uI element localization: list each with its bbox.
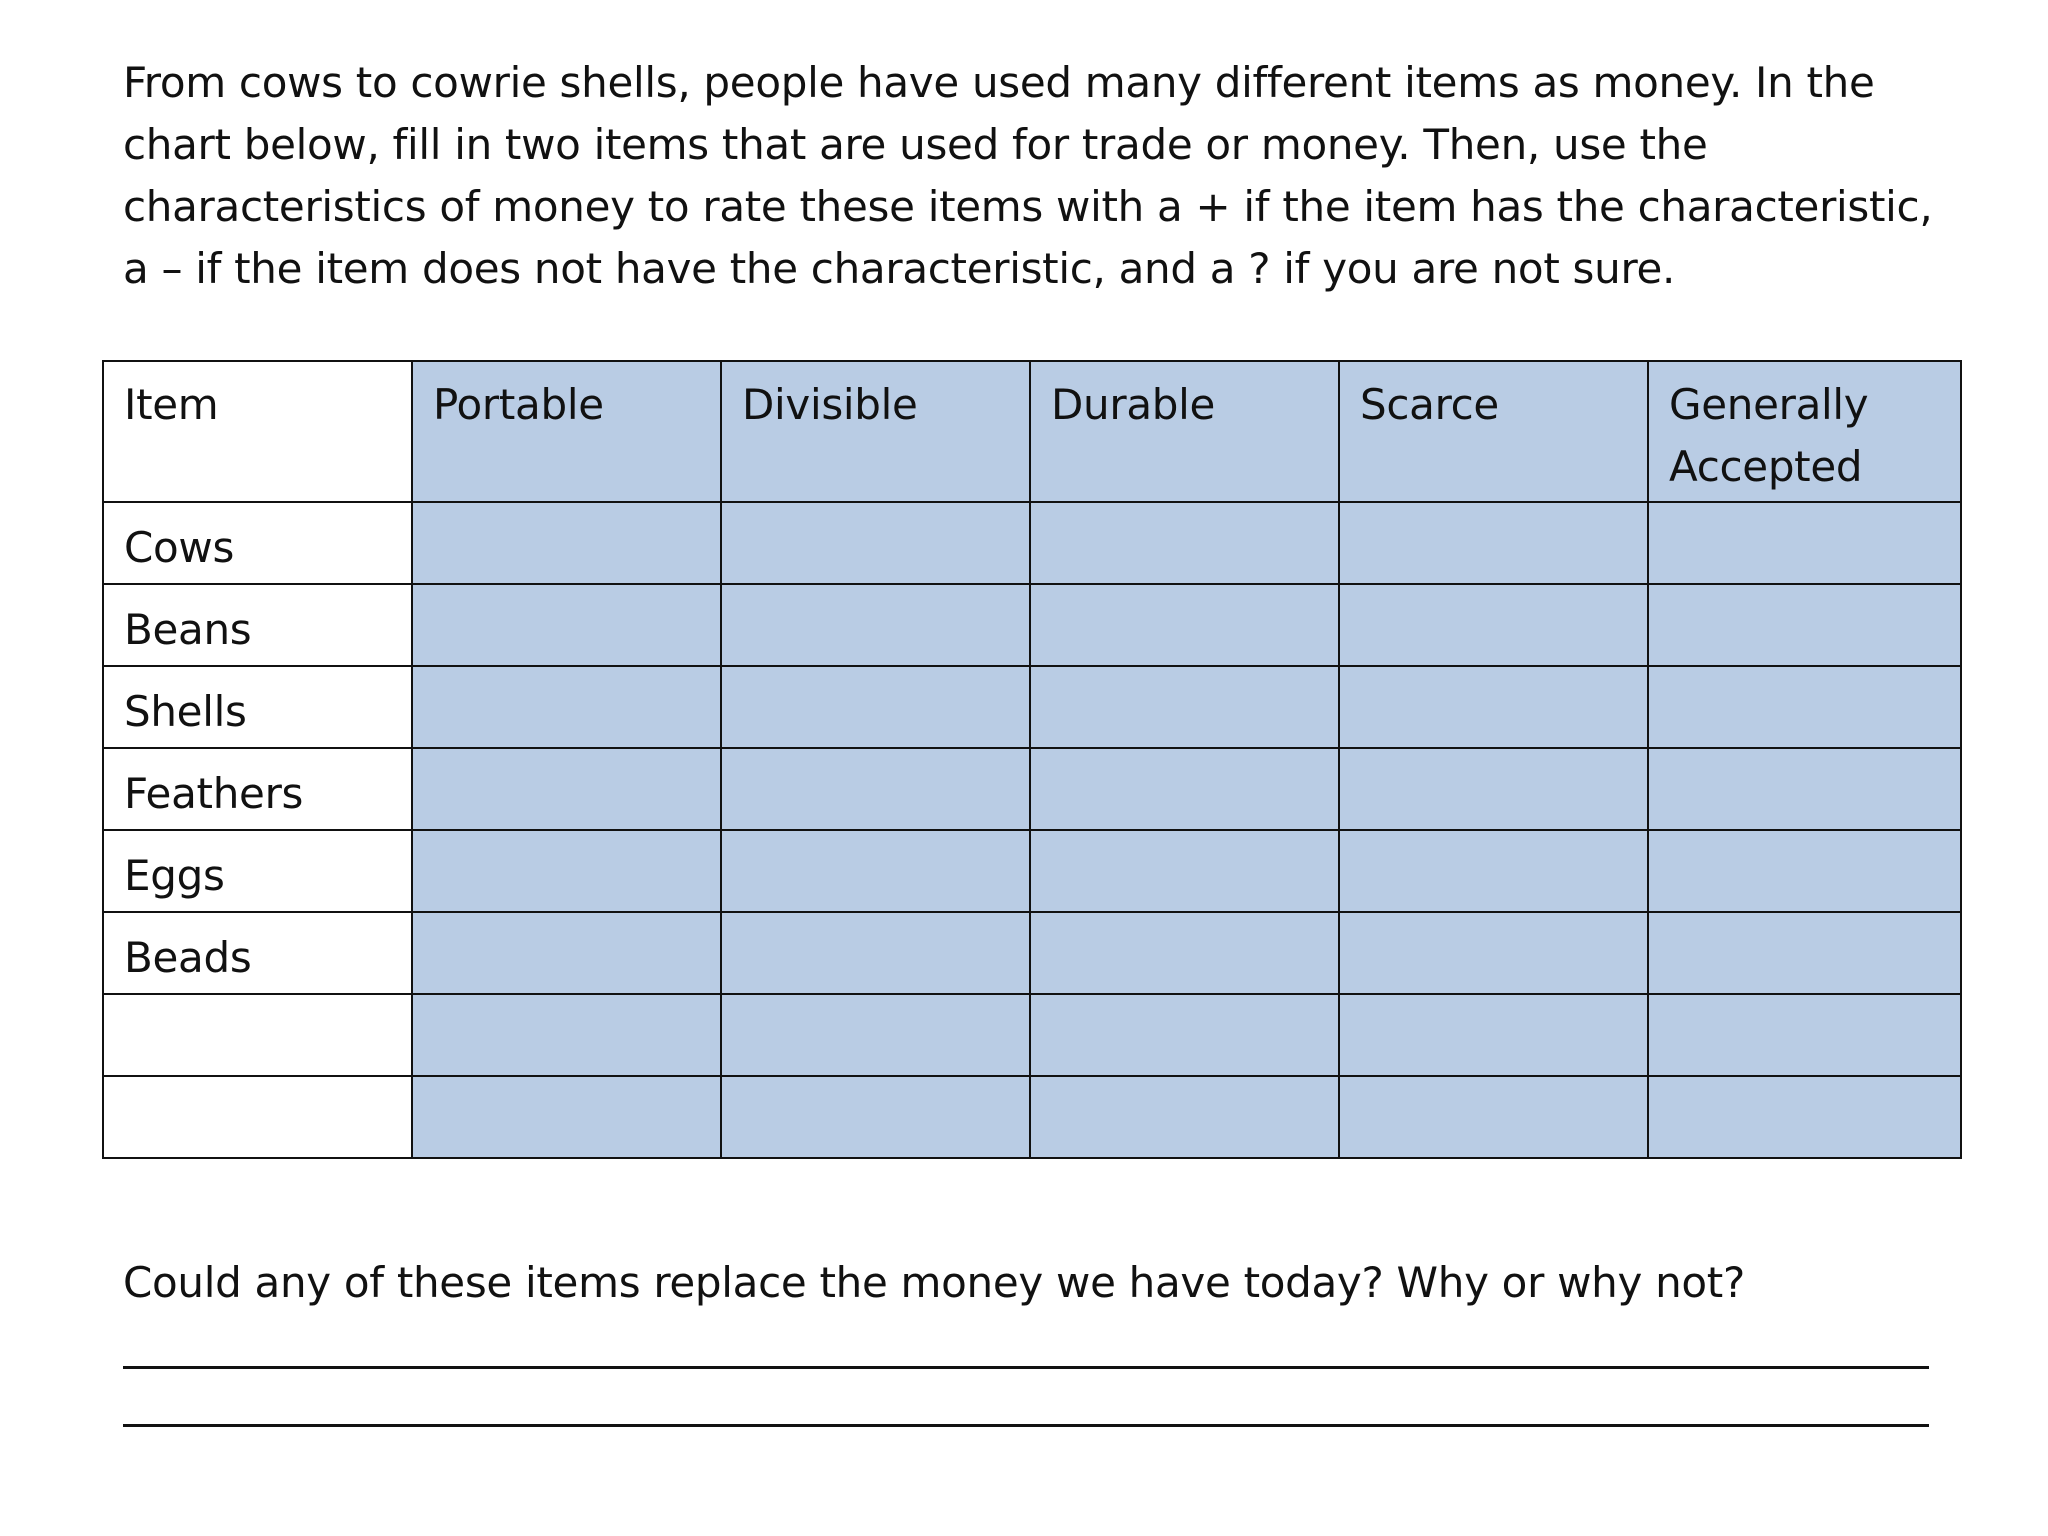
answer-line-2[interactable] <box>123 1424 1929 1427</box>
table-row <box>103 502 1961 584</box>
rating-cell-generally-accepted[interactable] <box>1648 1076 1961 1158</box>
table-row <box>103 830 1961 912</box>
rating-cell-generally-accepted[interactable] <box>1648 830 1961 912</box>
rating-cell-scarce[interactable] <box>1339 830 1648 912</box>
rating-cell-durable[interactable] <box>1030 502 1339 584</box>
rating-cell-generally-accepted[interactable] <box>1648 912 1961 994</box>
header-item: Item <box>103 361 412 502</box>
money-characteristics-table <box>102 360 1962 1159</box>
rating-cell-divisible[interactable] <box>721 912 1030 994</box>
item-blank-cell[interactable] <box>103 1076 412 1158</box>
rating-cell-durable[interactable] <box>1030 830 1339 912</box>
rating-cell-durable[interactable] <box>1030 748 1339 830</box>
item-cell: Shells <box>103 666 412 748</box>
rating-cell-divisible[interactable] <box>721 1076 1030 1158</box>
table-row <box>103 912 1961 994</box>
rating-cell-portable[interactable] <box>412 584 721 666</box>
reflection-question: Could any of these items replace the money we have today? Why or why not? <box>123 1258 1745 1307</box>
rating-cell-scarce[interactable] <box>1339 748 1648 830</box>
rating-cell-divisible[interactable] <box>721 830 1030 912</box>
rating-cell-divisible[interactable] <box>721 666 1030 748</box>
rating-cell-durable[interactable] <box>1030 666 1339 748</box>
rating-cell-scarce[interactable] <box>1339 1076 1648 1158</box>
rating-cell-portable[interactable] <box>412 830 721 912</box>
rating-cell-portable[interactable] <box>412 1076 721 1158</box>
item-cell: Beads <box>103 912 412 994</box>
rating-cell-scarce[interactable] <box>1339 666 1648 748</box>
rating-cell-generally-accepted[interactable] <box>1648 584 1961 666</box>
rating-cell-generally-accepted[interactable] <box>1648 502 1961 584</box>
rating-cell-portable[interactable] <box>412 666 721 748</box>
rating-cell-generally-accepted[interactable] <box>1648 666 1961 748</box>
rating-cell-portable[interactable] <box>412 912 721 994</box>
rating-cell-scarce[interactable] <box>1339 994 1648 1076</box>
item-blank-cell[interactable] <box>103 994 412 1076</box>
table-row <box>103 666 1961 748</box>
rating-cell-scarce[interactable] <box>1339 584 1648 666</box>
rating-cell-divisible[interactable] <box>721 502 1030 584</box>
item-cell: Cows <box>103 502 412 584</box>
table-header-row <box>103 361 1961 502</box>
rating-cell-portable[interactable] <box>412 748 721 830</box>
instructions-text: From cows to cowrie shells, people have used many different items as money. In the chart below, fill in two items that are used for trade or money. Then, use the characteristics of money to rate these items with a + if the item has the characteristic, a – if the item does not have the characteristic, and a ? if you are not sure. <box>123 58 1933 293</box>
rating-cell-durable[interactable] <box>1030 912 1339 994</box>
header-divisible: Divisible <box>721 361 1030 502</box>
header-generally-accepted: Generally Accepted <box>1648 361 1961 502</box>
item-cell: Eggs <box>103 830 412 912</box>
header-portable: Portable <box>412 361 721 502</box>
rating-cell-portable[interactable] <box>412 994 721 1076</box>
table-row <box>103 994 1961 1076</box>
rating-cell-durable[interactable] <box>1030 584 1339 666</box>
rating-cell-portable[interactable] <box>412 502 721 584</box>
rating-cell-generally-accepted[interactable] <box>1648 748 1961 830</box>
header-scarce: Scarce <box>1339 361 1648 502</box>
item-cell: Feathers <box>103 748 412 830</box>
table-row <box>103 1076 1961 1158</box>
rating-cell-divisible[interactable] <box>721 748 1030 830</box>
header-durable: Durable <box>1030 361 1339 502</box>
rating-cell-durable[interactable] <box>1030 1076 1339 1158</box>
rating-cell-durable[interactable] <box>1030 994 1339 1076</box>
rating-cell-scarce[interactable] <box>1339 912 1648 994</box>
rating-cell-divisible[interactable] <box>721 994 1030 1076</box>
rating-cell-divisible[interactable] <box>721 584 1030 666</box>
item-cell: Beans <box>103 584 412 666</box>
rating-cell-generally-accepted[interactable] <box>1648 994 1961 1076</box>
table-row <box>103 748 1961 830</box>
rating-cell-scarce[interactable] <box>1339 502 1648 584</box>
table-row <box>103 584 1961 666</box>
answer-line-1[interactable] <box>123 1366 1929 1369</box>
